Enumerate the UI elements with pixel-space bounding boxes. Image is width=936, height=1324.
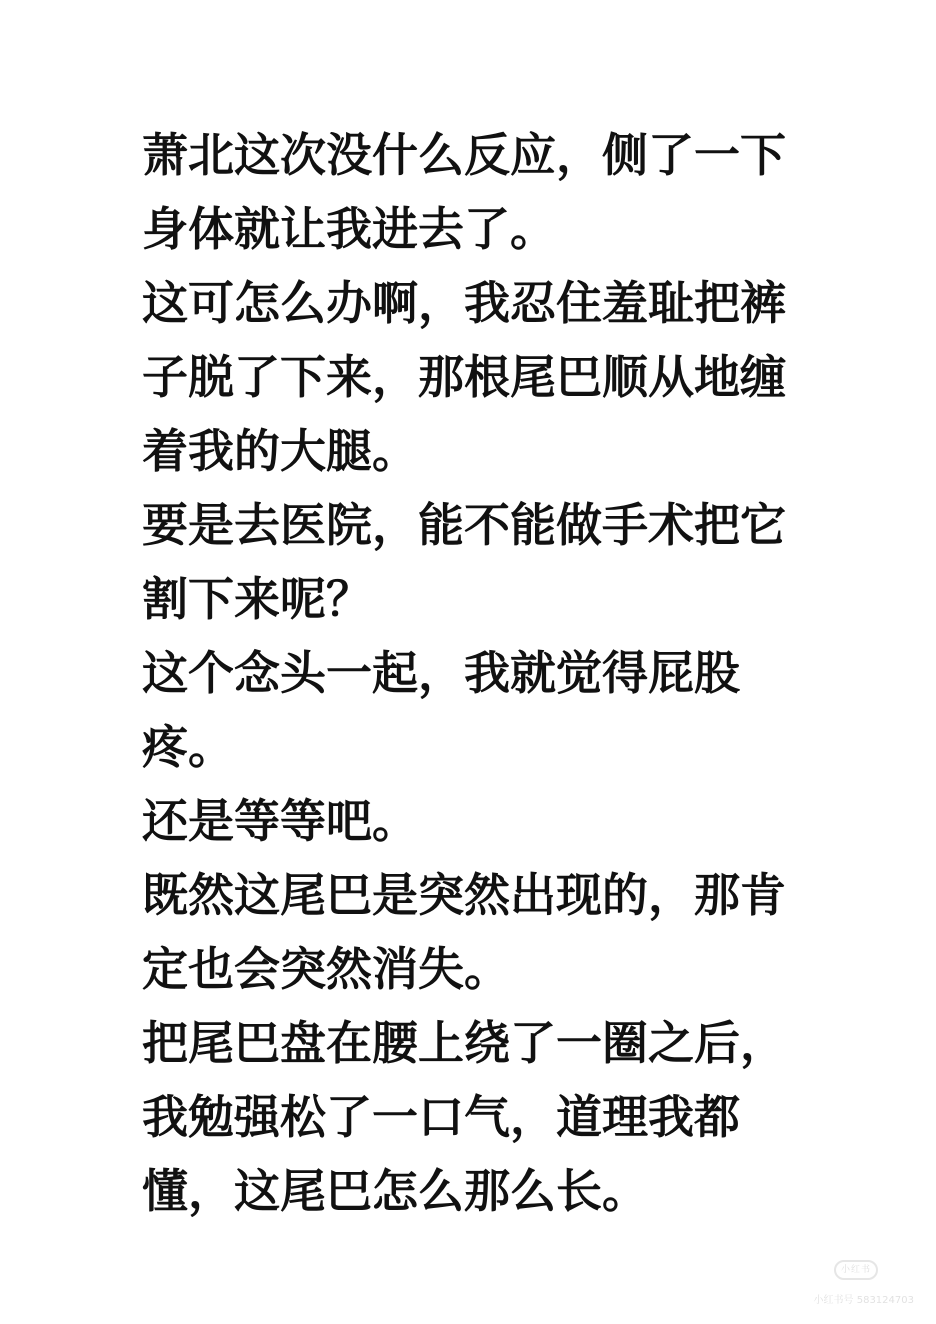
paragraph: 把尾巴盘在腰上绕了一圈之后，我勉强松了一口气，道理我都懂，这尾巴怎么那么长。 [142, 1016, 786, 1218]
paragraph: 这可怎么办啊，我忍住羞耻把裤子脱了下来，那根尾巴顺从地缠着我的大腿。 [142, 276, 786, 478]
watermark-id: 小红书号 583124703 [813, 1295, 914, 1306]
paragraph: 要是去医院，能不能做手术把它割下来呢？ [142, 498, 786, 626]
watermark-logo: 小红书 [834, 1260, 878, 1280]
paragraph: 萧北这次没什么反应，侧了一下身体就让我进去了。 [142, 128, 786, 256]
paragraph: 还是等等吧。 [142, 794, 418, 848]
paragraph: 既然这尾巴是突然出现的，那肯定也会突然消失。 [142, 868, 786, 996]
watermark [734, 1260, 914, 1306]
story-text [142, 118, 802, 1228]
paragraph: 这个念头一起，我就觉得屁股疼。 [142, 646, 740, 774]
